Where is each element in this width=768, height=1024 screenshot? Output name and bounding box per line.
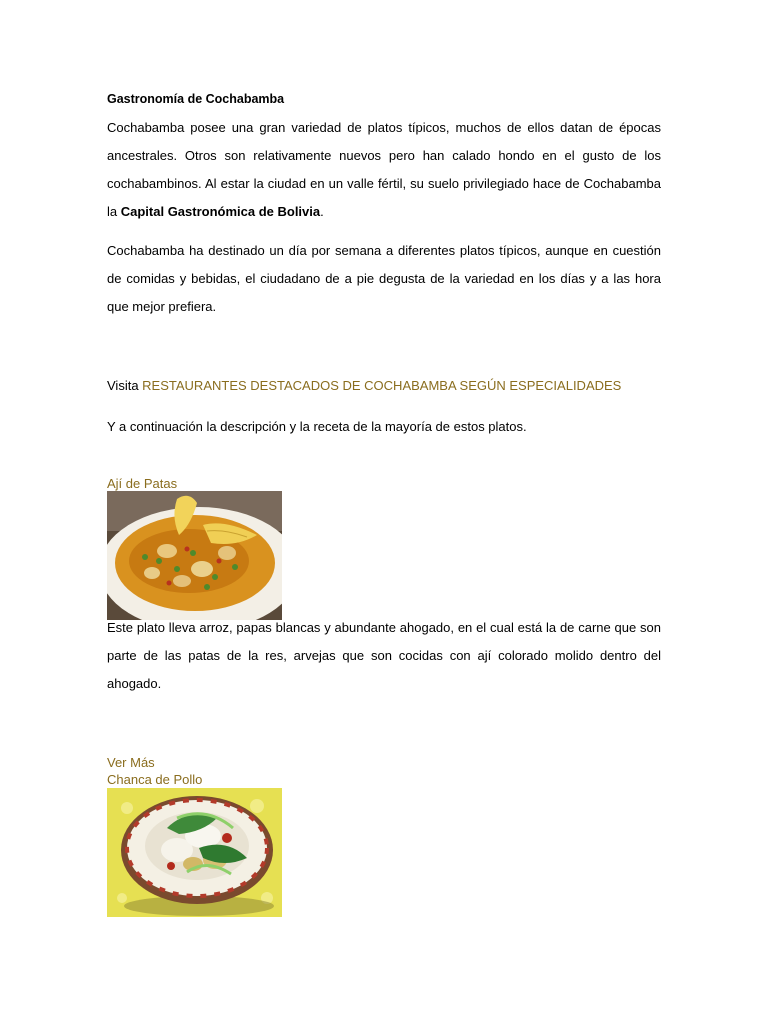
intro-paragraph — [107, 114, 661, 226]
intro-text: Cochabamba posee una gran variedad de platos típicos, muchos de ellos datan de épocas ancestrales. Otros son relativamente nuevos pero han calado hondo en el gusto de los cochabambinos. Al estar la ciudad en un valle fértil, su suelo privilegiado hace de Cochabamba la — [107, 120, 661, 219]
aji-de-patas-photo — [107, 491, 282, 620]
restaurants-link[interactable]: RESTAURANTES DESTACADOS DE COCHABAMBA SEGÚN ESPECIALIDADES — [142, 378, 622, 393]
document-title: Gastronomía de Cochabamba — [107, 92, 285, 106]
aji-de-patas-description: Este plato lleva arroz, papas blancas y abundante ahogado, en el cual está la de carne que son parte de las patas de la res, arvejas que son cocidas con ají colorado molido dentro del ahogado. — [107, 620, 661, 691]
aji-de-patas-link[interactable]: Ají de Patas — [107, 476, 178, 491]
visita-line — [107, 378, 621, 393]
intro-bold-text: Capital Gastronómica de Bolivia — [120, 204, 321, 219]
intro-period: . — [320, 204, 324, 219]
schedule-paragraph: Cochabamba ha destinado un día por semana a diferentes platos típicos, aunque en cuestión de comidas y bebidas, el ciudadano de a pie degusta de la variedad en los días y a las hora que mejor prefiera. — [107, 243, 661, 314]
chanca-de-pollo-link[interactable]: Chanca de Pollo — [107, 772, 203, 787]
ver-mas-link[interactable]: Ver Más — [107, 755, 155, 770]
visita-prefix: Visita — [107, 378, 143, 393]
continuation-text: Y a continuación la descripción y la receta de la mayoría de estos platos. — [107, 419, 527, 434]
chanca-de-pollo-photo — [107, 788, 282, 917]
